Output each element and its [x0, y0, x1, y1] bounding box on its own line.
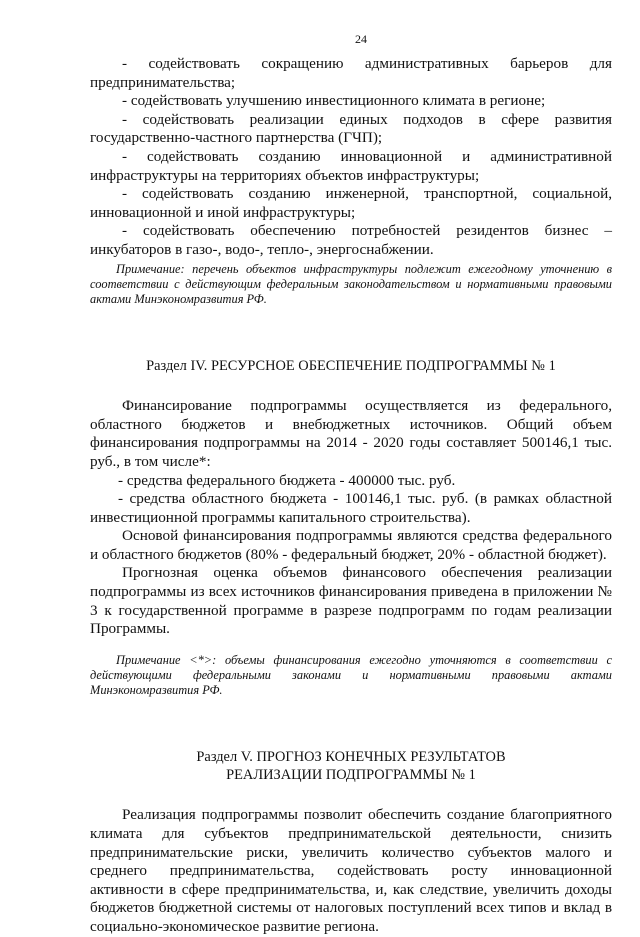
- section-5-title-line1: Раздел V. ПРОГНОЗ КОНЕЧНЫХ РЕЗУЛЬТАТОВ: [196, 749, 506, 766]
- section-4-paragraph: Прогнозная оценка объемов финансового обеспечения реализации подпрограммы из всех источников финансирования приведена в приложении № 3 к государственной программе в разрезе подпрограмм по годам реализации Программы.: [90, 564, 612, 638]
- section-4-paragraph: Финансирование подпрограммы осуществляется из федерального, областного бюджетов и внебюджетных источников. Общий объем финансирования подпрограммы на 2014 - 2020 годы составляет 500146,1 тыс. руб., в том числе*:: [90, 397, 612, 470]
- note-infrastructure: Примечание: перечень объектов инфраструктуры подлежит ежегодному уточнению в соответствии с действующим федеральным законодательством и нормативными правовыми актами Минэкономразвития РФ.: [90, 261, 612, 306]
- bullet-item: - содействовать обеспечению потребностей резидентов бизнес – инкубаторов в газо-, водо-, тепло-, энергоснабжении.: [90, 222, 612, 258]
- bullet-item: - содействовать созданию инновационной и административной инфраструктуры на территориях объектов инфраструктуры;: [90, 147, 612, 184]
- bullet-item: - содействовать созданию инженерной, транспортной, социальной, инновационной и иной инфраструктуры;: [90, 185, 612, 221]
- note-financing: Примечание <*>: объемы финансирования ежегодно уточняются в соответствии с действующими федеральными законами и нормативными правовыми актами Минэкономразвития РФ.: [90, 652, 612, 698]
- bullet-item: - содействовать улучшению инвестиционного климата в регионе;: [122, 92, 546, 110]
- section-4-bullet: - средства областного бюджета - 100146,1 тыс. руб. (в рамках областной инвестиционной программы капитального строительства).: [90, 490, 612, 526]
- bullet-item: - содействовать сокращению административных барьеров для предпринимательства;: [90, 55, 612, 91]
- page-number: 24: [355, 32, 367, 46]
- section-5-paragraph: Реализация подпрограммы позволит обеспечить создание благоприятного климата для субъектов предпринимательской деятельности, снизить предпринимательские риски, увеличить количество субъектов малого и среднего предпринимательства, содействовать росту инновационной активности в сфере предпринимательства, и, как следствие, увеличить доходы бюджетов бюджетной системы от налоговых поступлений всех типов и вклад в социально-экономическое развитие региона.: [90, 806, 612, 936]
- section-4-title: Раздел IV. РЕСУРСНОЕ ОБЕСПЕЧЕНИЕ ПОДПРОГРАММЫ № 1: [146, 358, 556, 375]
- section-4-paragraph: Основой финансирования подпрограммы являются средства федерального и областного бюджетов (80% - федеральный бюджет, 20% - областной бюджет).: [90, 527, 612, 563]
- section-5-title-line2: РЕАЛИЗАЦИИ ПОДПРОГРАММЫ № 1: [226, 767, 476, 784]
- bullet-item: - содействовать реализации единых подходов в сфере развития государственно-частного партнерства (ГЧП);: [90, 110, 612, 147]
- section-4-bullet: - средства федерального бюджета - 400000 тыс. руб.: [118, 471, 456, 489]
